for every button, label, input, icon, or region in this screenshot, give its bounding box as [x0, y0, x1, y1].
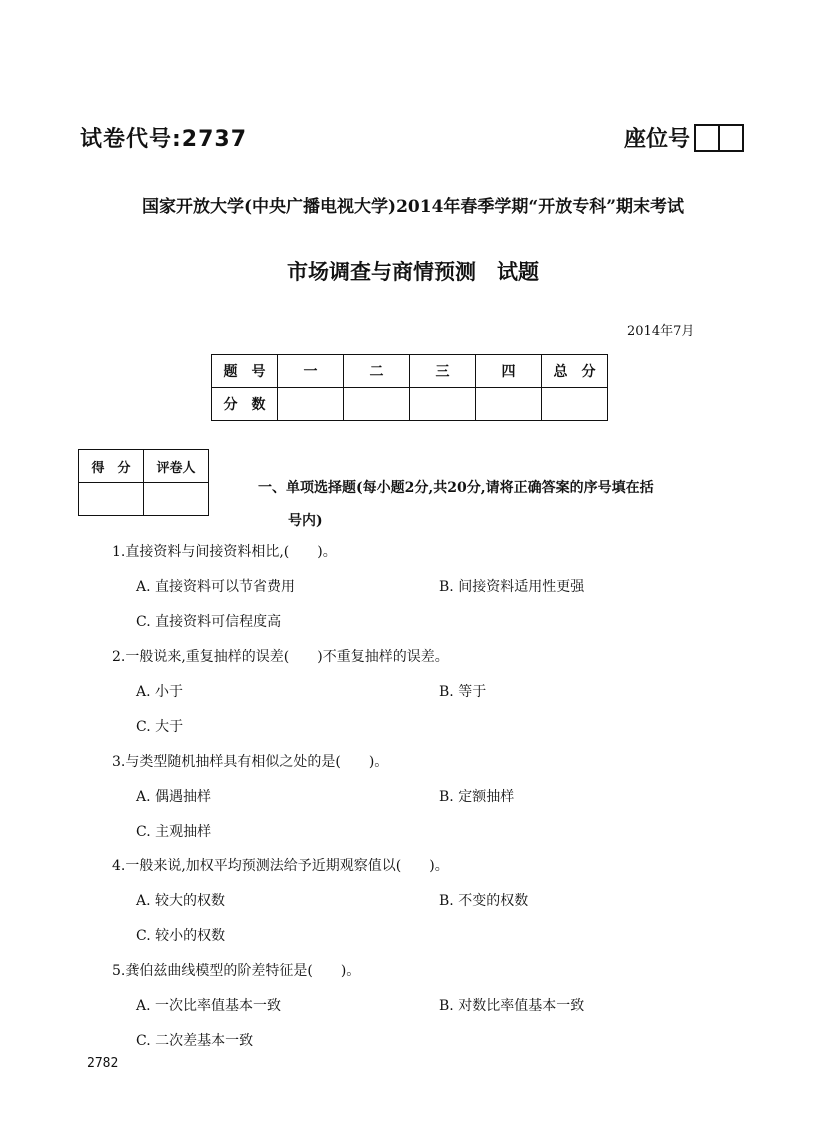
score-table-header-row	[212, 355, 608, 388]
option-a: A. 一次比率值基本一致	[136, 998, 282, 1014]
score-cell	[476, 388, 542, 421]
question-stem: 4.一般来说,加权平均预测法给予近期观察值以( )。	[112, 858, 449, 874]
seat-boxes	[694, 124, 744, 152]
option-b: B. 定额抽样	[439, 789, 515, 805]
option-a: A. 直接资料可以节省费用	[136, 579, 296, 595]
score-header-cell: 题 号	[212, 355, 278, 388]
seat-label: 座位号	[624, 127, 691, 152]
section-heading-line2: 号内)	[288, 513, 323, 529]
question-stem: 3.与类型随机抽样具有相似之处的是( )。	[112, 754, 389, 770]
option-b: B. 对数比率值基本一致	[439, 998, 585, 1014]
score-cell	[410, 388, 476, 421]
section-heading-line1: 一、单项选择题(每小题2分,共20分,请将正确答案的序号填在括	[258, 480, 654, 496]
seat-box	[694, 124, 720, 152]
option-b: B. 等于	[439, 684, 487, 700]
option-a: A. 偶遇抽样	[136, 789, 212, 805]
option-c: C. 二次差基本一致	[136, 1033, 254, 1049]
option-c: C. 较小的权数	[136, 928, 226, 944]
option-b: B. 不变的权数	[439, 893, 529, 909]
seat-box	[720, 124, 744, 152]
option-c: C. 直接资料可信程度高	[136, 614, 282, 630]
question-stem: 1.直接资料与间接资料相比,( )。	[112, 544, 337, 560]
score-cell	[542, 388, 608, 421]
exam-date: 2014年7月	[627, 324, 695, 339]
score-table-score-row	[212, 388, 608, 421]
grader-table	[78, 449, 209, 516]
grader-header-score: 得 分	[79, 450, 144, 483]
option-c: C. 大于	[136, 719, 184, 735]
paper-code: 试卷代号:2737	[80, 127, 248, 152]
score-table	[211, 354, 608, 421]
option-a: A. 小于	[136, 684, 184, 700]
score-header-cell: 二	[344, 355, 410, 388]
score-cell	[344, 388, 410, 421]
section-heading	[258, 472, 758, 538]
score-header-cell: 总 分	[542, 355, 608, 388]
exam-title: 市场调查与商情预测 试题	[287, 260, 539, 284]
option-a: A. 较大的权数	[136, 893, 226, 909]
grader-score-cell	[79, 483, 144, 516]
score-row-label: 分 数	[212, 388, 278, 421]
option-c: C. 主观抽样	[136, 824, 212, 840]
exam-line: 国家开放大学(中央广播电视大学)2014年春季学期“开放专科”期末考试	[142, 197, 684, 217]
page-number: 2782	[87, 1056, 119, 1071]
seat-number	[624, 122, 744, 153]
question-stem: 2.一般说来,重复抽样的误差( )不重复抽样的误差。	[112, 649, 449, 665]
score-header-cell: 一	[278, 355, 344, 388]
grader-header-reviewer: 评卷人	[144, 450, 209, 483]
option-b: B. 间接资料适用性更强	[439, 579, 585, 595]
score-cell	[278, 388, 344, 421]
score-header-cell: 三	[410, 355, 476, 388]
question-stem: 5.龚伯兹曲线模型的阶差特征是( )。	[112, 963, 361, 979]
grader-reviewer-cell	[144, 483, 209, 516]
score-header-cell: 四	[476, 355, 542, 388]
